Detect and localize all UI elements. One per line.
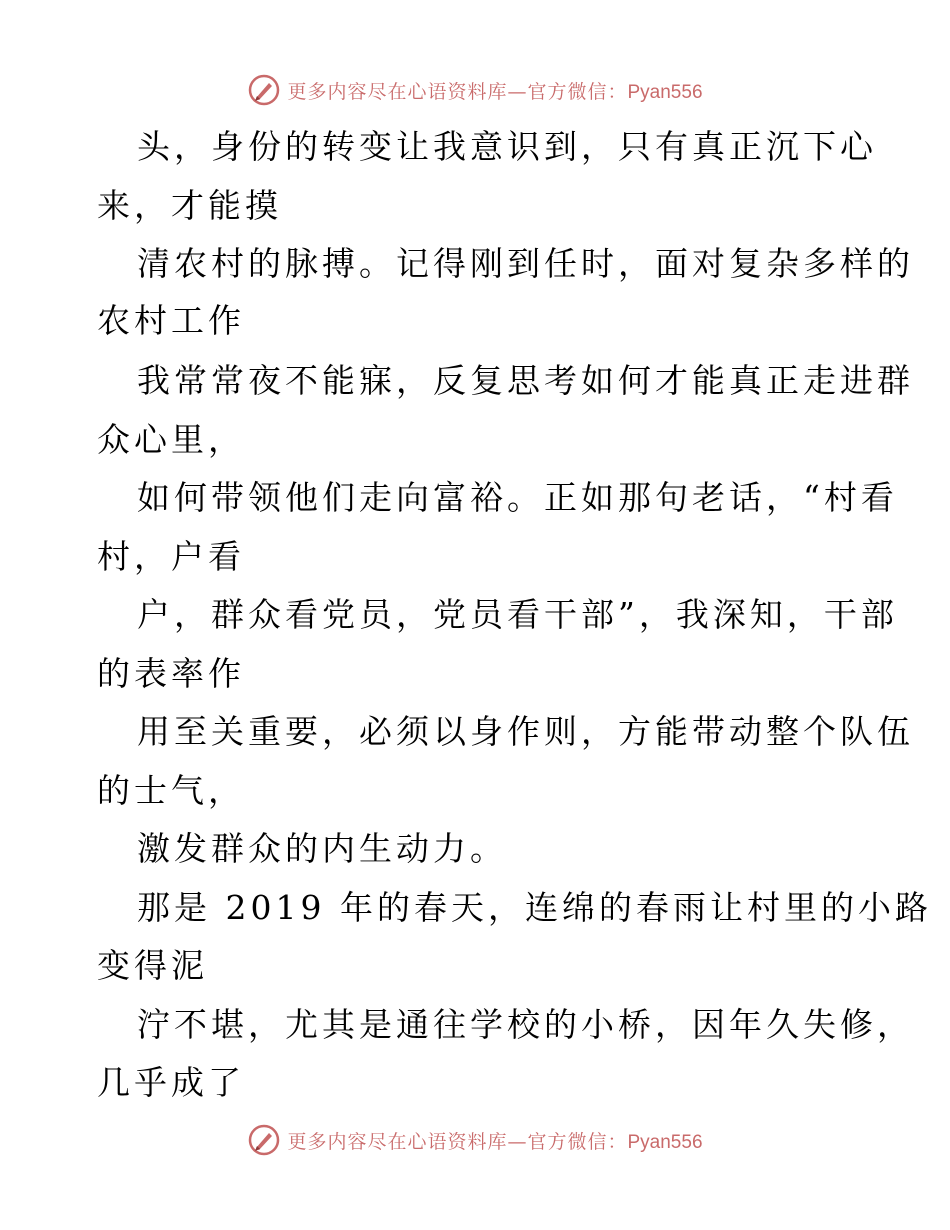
text-line: 农村工作 [97, 301, 245, 340]
text-line: 来，才能摸 [97, 186, 282, 225]
text-line: 变得泥 [97, 946, 208, 985]
text-line: 如何带领他们走向富裕。正如那句老话，“村看 [137, 478, 898, 517]
text-line: 头，身份的转变让我意识到，只有真正沉下心 [137, 127, 877, 166]
text-line: 泞不堪，尤其是通往学校的小桥，因年久失修， [137, 1005, 914, 1044]
footer-banner-text: 更多内容尽在心语资料库—官方微信：Pyan556 [287, 1130, 703, 1153]
text-line: 那是 2019 年的春天，连绵的春雨让村里的小路 [137, 888, 932, 927]
pen-logo-icon [247, 73, 281, 107]
text-line: 我常常夜不能寐，反复思考如何才能真正走进群 [137, 361, 914, 400]
header-banner-text: 更多内容尽在心语资料库—官方微信：Pyan556 [287, 80, 703, 103]
text-line: 的表率作 [97, 654, 245, 693]
watermark-header [0, 70, 950, 110]
text-line: 的士气， [97, 771, 245, 810]
watermark-footer [0, 1120, 950, 1160]
text-line: 清农村的脉搏。记得刚到任时，面对复杂多样的 [137, 244, 914, 283]
text-line: 村，户看 [97, 537, 245, 576]
text-line: 用至关重要，必须以身作则，方能带动整个队伍 [137, 712, 914, 751]
text-line: 户，群众看党员，党员看干部”，我深知，干部 [137, 595, 898, 634]
text-line: 激发群众的内生动力。 [137, 829, 507, 868]
text-line: 众心里， [97, 420, 245, 459]
pen-logo-icon [247, 1123, 281, 1157]
text-line: 几乎成了 [97, 1063, 245, 1102]
